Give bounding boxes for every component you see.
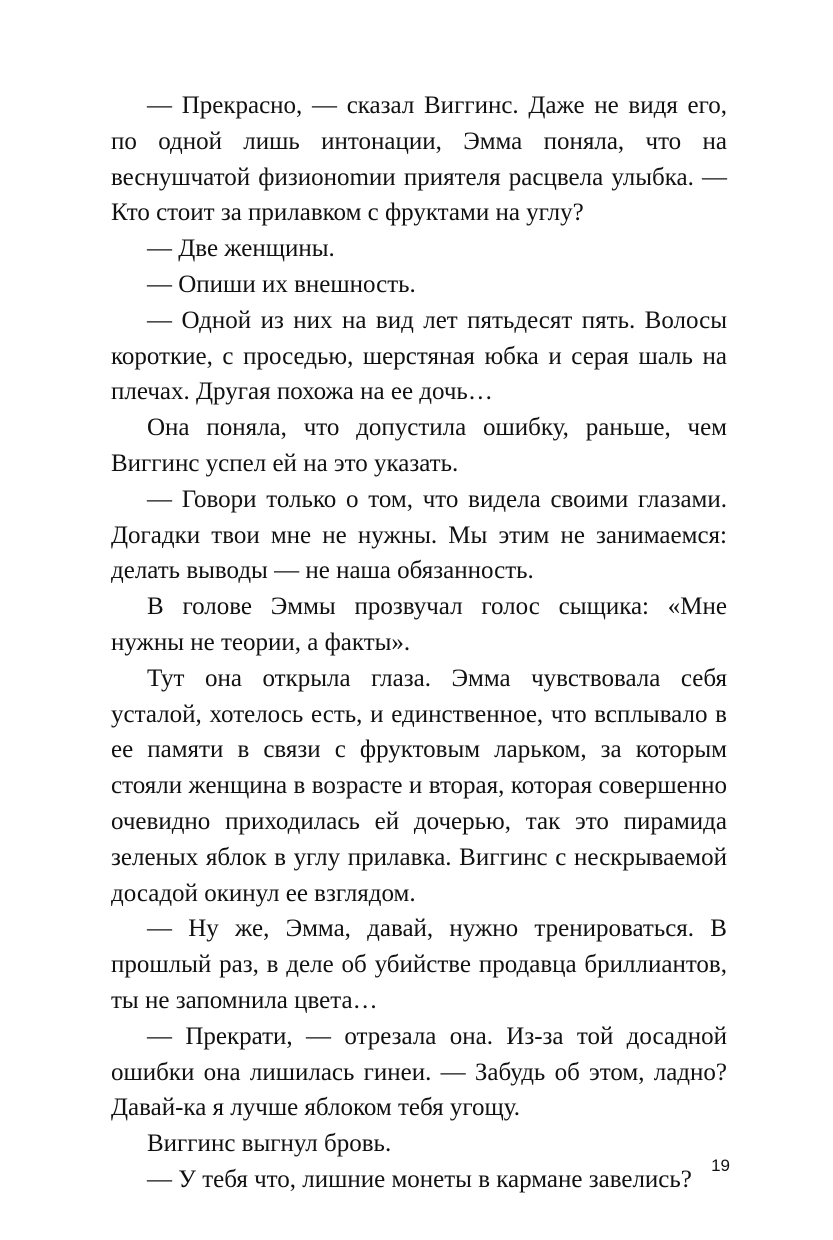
paragraph-4: — Одной из них на вид лет пятьдесят пять. Волосы короткие, с проседью, шерстяная юбка и серая шаль на плечах. Другая похожа на ее дочь…: [111, 306, 727, 406]
paragraph-5: Она поняла, что допустила ошибку, раньше, чем Виггинс успел ей на это указать.: [111, 414, 727, 477]
paragraph-10: — Прекрати, — отрезала она. Из-за той досадной ошибки она лишилась гинеи. — Забудь об этом, ладно? Давай-ка я лучше яблоком тебя угощу.: [111, 1022, 727, 1122]
paragraph-1: — Прекрасно, — сказал Виггинс. Даже не видя его, по одной лишь интонации, Эмма поняла, что на веснушчатой физионоmии приятеля расцвела улыбка. — Кто стоит за прилавком с фруктами на углу?: [111, 92, 727, 227]
paragraph-3: — Опиши их внешность.: [147, 270, 416, 298]
paragraph-12: — У тебя что, лишние монеты в кармане завелись?: [147, 1165, 692, 1193]
paragraph-2: — Две женщины.: [147, 235, 335, 263]
body-text: [111, 88, 727, 1198]
paragraph-6: — Говори только о том, что видела своими глазами. Догадки твои мне не нужны. Мы этим не занимаемся: делать выводы — не наша обязанность.: [111, 485, 727, 585]
paragraph-8: Тут она открыла глаза. Эмма чувствовала себя усталой, хотелось есть, и единственное, что всплывало в ее памяти в связи с фруктовым ларьком, за которым стояли женщина в возрасте и вторая, которая совершенно очевидно приходилась ей дочерью, так это пирамида зеленых яблок в углу прилавка. Виггинс с нескрываемой досадой окинул ее взглядом.: [111, 664, 727, 907]
paragraph-9: — Ну же, Эмма, давай, нужно тренироваться. В прошлый раз, в деле об убийстве продавца бриллиантов, ты не запомнила цвета…: [111, 915, 727, 1014]
paragraph-7: В голове Эммы прозвучал голос сыщика: «Мне нужны не теории, а факты».: [111, 593, 727, 656]
page-number: 19: [711, 1156, 730, 1175]
paragraph-11: Виггинс выгнул бровь.: [147, 1130, 392, 1158]
